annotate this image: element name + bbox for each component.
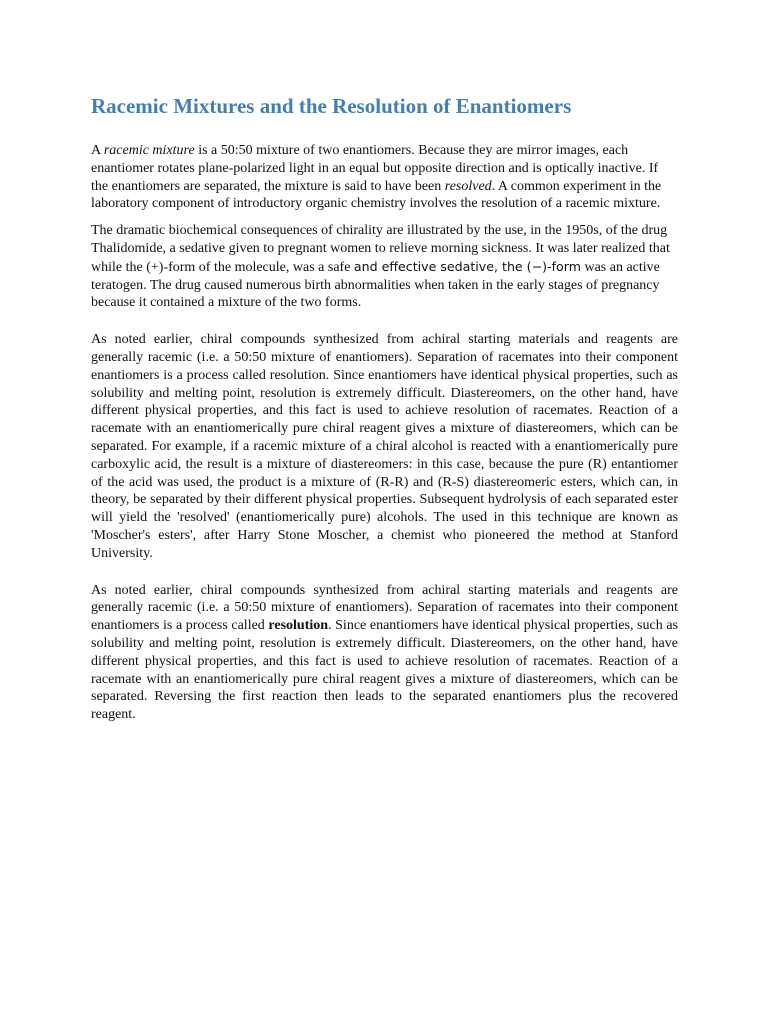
paragraph-4-after: . Since enantiomers have identical physical properties, such as solubility and melting point, resolution is extremely difficult. Diastereomers, on the other hand, have different physical properties, and this fact is used to achieve resolution of racemates. Reaction of a racemate with an enantiomerically pure chiral reagent gives a mixture of diastereomers, which can be separated. Reversing the first reaction then leads to the separated enantiomers plus the recovered reagent. (91, 618, 678, 723)
document-page (91, 92, 678, 724)
page-title: Racemic Mixtures and the Resolution of Enantiomers (91, 94, 572, 118)
term-resolution: resolution (268, 618, 329, 634)
paragraph-1-suffix: . A common experiment in the laboratory component of introductory organic chemistry involves the resolution of a racemic mixture. (91, 178, 662, 212)
term-resolved: resolved (444, 178, 492, 194)
paragraph-2-sans-run: and effective sedative, the (−)-form (353, 258, 581, 274)
paragraph-1-prefix: A (91, 143, 104, 158)
paragraph-2-after: was an active teratogen. The drug caused numerous birth abnormalities when taken in the early stages of pregnancy because it contained a mixture of the two forms. (91, 259, 660, 311)
paragraph-1-middle: is a 50:50 mixture of two enantiomers. Because they are mirror images, each enantiomer rotates plane-polarized light in an equal but opposite direction and is optically inactive. If the enantiomers are separated, the mixture is said to have been (91, 143, 659, 194)
paragraph-thalidomide (91, 222, 678, 312)
paragraph-racemic-mixture (91, 142, 678, 213)
paragraph-resolution-summary (91, 582, 678, 724)
term-racemic-mixture: racemic mixture (103, 143, 195, 158)
paragraph-2-before: The dramatic biochemical consequences of chirality are illustrated by the use, in the 1950s, of the drug Thalidomide, a sedative given to pregnant women to relieve morning sickness. It was later realized that while the (+)-form of the molecule, was a safe (91, 223, 670, 275)
paragraph-resolution-moscher: As noted earlier, chiral compounds synthesized from achiral starting materials and reagents are generally racemic (i.e. a 50:50 mixture of enantiomers). Separation of racemates into their component enantiomers is a process called resolution. Since enantiomers have identical physical properties, such as solubility and melting point, resolution is extremely difficult. Diastereomers, on the other hand, have different physical properties, and this fact is used to achieve resolution of racemates. Reaction of a racemate with an enantiomerically pure chiral reagent gives a mixture of diastereomers, which can be separated. For example, if a racemic mixture of a chiral alcohol is reacted with a enantiomerically pure carboxylic acid, the result is a mixture of diastereomers: in this case, because the pure (R) entantiomer of the acid was used, the product is a mixture of (R-R) and (R-S) diastereomeric esters, which can, in theory, be separated by their different physical properties. Subsequent hydrolysis of each separated ester will yield the 'resolved' (enantiomerically pure) alcohols. The used in this technique are known as 'Moscher's esters', after Harry Stone Moscher, a chemist who pioneered the method at Stanford University. (91, 332, 678, 561)
paragraph-4-before: As noted earlier, chiral compounds synthesized from achiral starting materials and reagents are generally racemic (i.e. a 50:50 mixture of enantiomers). Separation of racemates into their component enantiomers is a process called (91, 582, 678, 634)
